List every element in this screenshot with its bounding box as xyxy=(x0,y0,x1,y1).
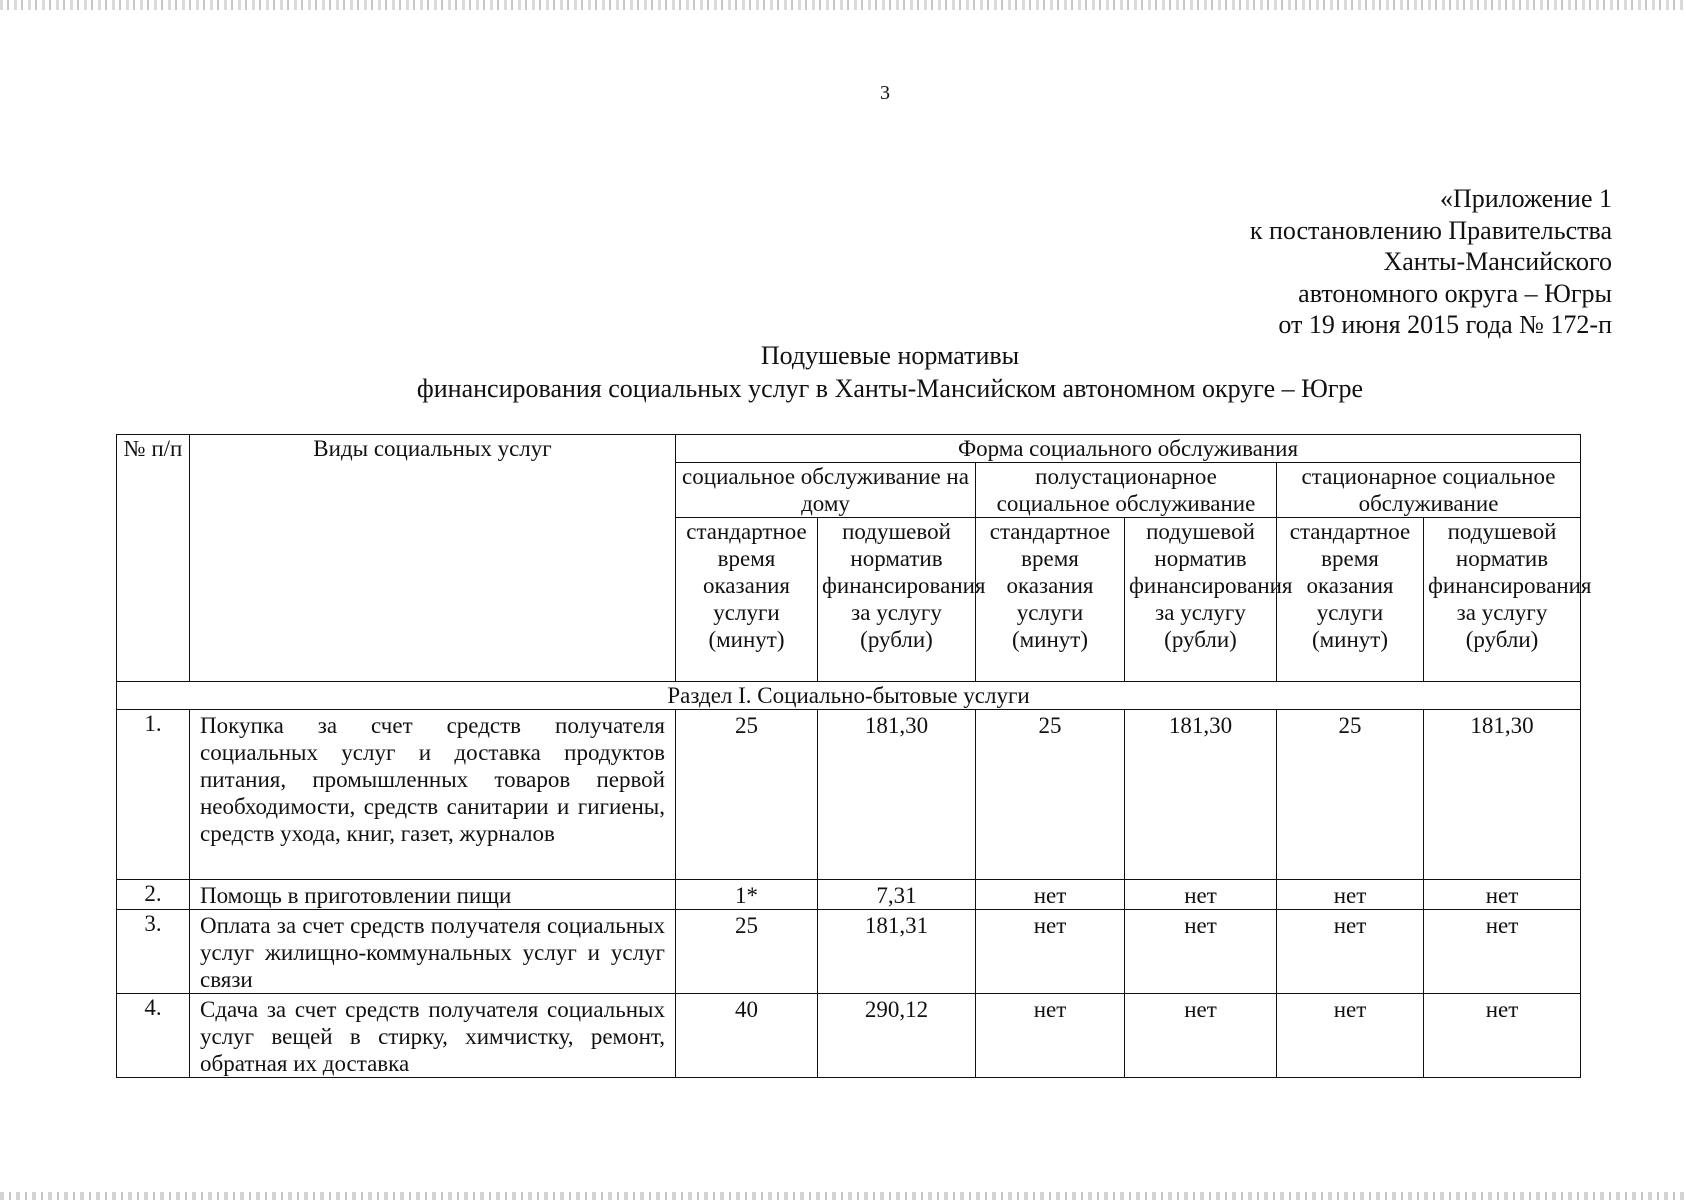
service-name: Помощь в приготовлении пищи xyxy=(190,880,676,910)
table-row xyxy=(117,994,1581,1078)
appendix-line: от 19 июня 2015 года № 172-п xyxy=(1278,310,1612,339)
std-time-semi: нет xyxy=(976,880,1125,910)
norm-semi: нет xyxy=(1125,910,1277,994)
norm-home: 181,31 xyxy=(818,910,976,994)
appendix-line: Ханты-Мансийского xyxy=(1383,247,1612,276)
norms-table xyxy=(116,434,1592,1078)
norm-stationary: 181,30 xyxy=(1424,710,1581,880)
header-form-home: социальное обслуживание на дому xyxy=(676,463,976,518)
appendix-line: автономного округа – Югры xyxy=(1298,278,1612,308)
norm-semi: нет xyxy=(1125,994,1277,1078)
norm-home: 181,30 xyxy=(818,710,976,880)
norm-home: 290,12 xyxy=(818,994,976,1078)
row-number: 4. xyxy=(117,994,190,1078)
table-row xyxy=(117,880,1581,910)
scan-edge-bottom xyxy=(0,1192,1686,1200)
header-norm: подушевой норматив финансирования за услугу (рубли) xyxy=(1125,518,1277,682)
norm-stationary: нет xyxy=(1424,994,1581,1078)
appendix-line: к постановлению Правительства xyxy=(1249,215,1612,245)
row-number: 3. xyxy=(117,910,190,994)
service-name: Оплата за счет средств получателя социальных услуг жилищно-коммунальных услуг и услуг связи xyxy=(190,910,676,994)
page-number: 3 xyxy=(880,82,890,104)
header-norm: подушевой норматив финансирования за услугу (рубли) xyxy=(818,518,976,682)
table-row xyxy=(117,710,1581,880)
appendix-line: «Приложение 1 xyxy=(1439,184,1612,213)
section-header: Раздел I. Социально-бытовые услуги xyxy=(117,682,1581,710)
std-time-home: 1* xyxy=(676,880,818,910)
std-time-semi: нет xyxy=(976,910,1125,994)
title-line: финансирования социальных услуг в Ханты-Мансийском автономном округе – Югре xyxy=(416,374,1364,403)
header-norm: подушевой норматив финансирования за услугу (рубли) xyxy=(1424,518,1581,682)
std-time-stationary: нет xyxy=(1277,880,1424,910)
std-time-home: 40 xyxy=(676,994,818,1078)
norm-semi: 181,30 xyxy=(1125,710,1277,880)
header-num: № п/п xyxy=(117,435,190,682)
row-number: 2. xyxy=(117,880,190,910)
service-name: Покупка за счет средств получателя социальных услуг и доставка продуктов питания, промышленных товаров первой необходимости, средств санитарии и гигиены, средств ухода, книг, газет, журналов xyxy=(190,710,676,880)
title-line: Подушевые нормативы xyxy=(760,341,1020,370)
std-time-stationary: нет xyxy=(1277,910,1424,994)
header-services: Виды социальных услуг xyxy=(190,435,676,682)
std-time-stationary: 25 xyxy=(1277,710,1424,880)
norm-semi: нет xyxy=(1125,880,1277,910)
std-time-home: 25 xyxy=(676,910,818,994)
std-time-semi: нет xyxy=(976,994,1125,1078)
scan-edge-top xyxy=(0,0,1686,10)
service-name: Сдача за счет средств получателя социальных услуг вещей в стирку, химчистку, ремонт, обратная их доставка xyxy=(190,994,676,1078)
row-number: 1. xyxy=(117,710,190,880)
std-time-semi: 25 xyxy=(976,710,1125,880)
std-time-stationary: нет xyxy=(1277,994,1424,1078)
appendix-block xyxy=(1250,183,1612,341)
document-title xyxy=(0,339,1686,405)
header-form-stationary: стационарное социальное обслуживание xyxy=(1277,463,1581,518)
header-form-semi: полустационарное социальное обслуживание xyxy=(976,463,1277,518)
header-std-time: стандартное время оказания услуги (минут) xyxy=(1277,518,1424,682)
norm-stationary: нет xyxy=(1424,880,1581,910)
table-row xyxy=(117,910,1581,994)
norm-stationary: нет xyxy=(1424,910,1581,994)
std-time-home: 25 xyxy=(676,710,818,880)
header-std-time: стандартное время оказания услуги (минут) xyxy=(676,518,818,682)
norm-home: 7,31 xyxy=(818,880,976,910)
header-std-time: стандартное время оказания услуги (минут) xyxy=(976,518,1125,682)
header-form: Форма социального обслуживания xyxy=(676,435,1581,463)
